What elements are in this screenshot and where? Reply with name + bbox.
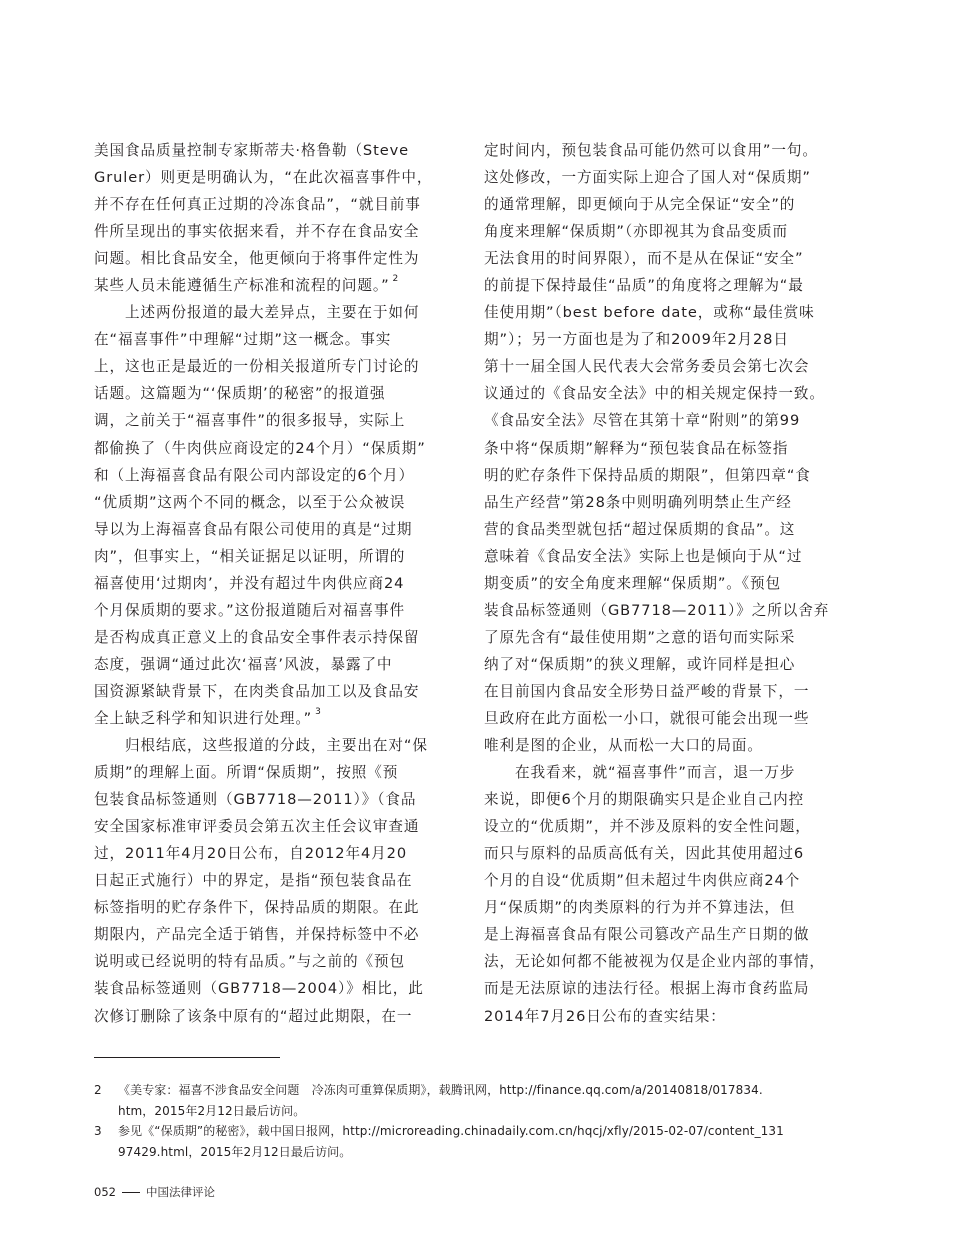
body-text-line: 并不存在任何真正过期的冷冻食品”，“就目前事 <box>94 196 421 214</box>
journal-name: 中国法律评论 <box>145 1185 215 1199</box>
body-text-line: 议通过的《食品安全法》中的相关规定保持一致。 <box>484 385 825 403</box>
body-text-line: 这处修改，一方面实际上迎合了国人对“保质期” <box>484 169 811 187</box>
body-text: 某些人员未能遵循生产标准和流程的问题。” <box>94 277 390 295</box>
body-text-line: 个月的自设“优质期”但未超过牛肉供应商24个 <box>484 872 801 890</box>
body-text-line: “优质期”这两个不同的概念，以至于公众被误 <box>94 493 406 511</box>
footnotes <box>94 1080 874 1162</box>
footnote-number: 2 <box>94 1083 102 1097</box>
body-text-line: 来说，即便6个月的期限确实只是企业自己内控 <box>484 791 805 809</box>
body-text-line: 在目前国内食品安全形势日益严峻的背景下，一 <box>484 682 810 700</box>
body-text-line: 包装食品标签通则（GB7718—2011）》（食品 <box>94 791 417 809</box>
body-text-line: 和（上海福喜食品有限公司内部设定的6个月） <box>94 466 415 484</box>
body-text: 全上缺乏科学和知识进行处理。” <box>94 709 313 727</box>
body-text-line: 品生产经营”第28条中则明确列明禁止生产经 <box>484 493 792 511</box>
body-text-line: 月“保质期”的肉类原料的行为并不算违法，但 <box>484 899 796 917</box>
body-text-line: 个月保质期的要求。”这份报道随后对福喜事件 <box>94 601 406 619</box>
body-text-line: 设立的“优质期”，并不涉及原料的安全性问题， <box>484 818 811 836</box>
body-text-line: 装食品标签通则（GB7718—2004）》相比，此 <box>94 980 424 998</box>
footnote-text[interactable]: 参见《“保质期”的秘密》，载中国日报网，http://microreading.chinadaily.com.cn/hqcj/xfly/2015-02-07/content_131 <box>118 1124 784 1138</box>
body-text-line: 期变质”的安全角度来理解“保质期”。《预包 <box>484 574 781 592</box>
body-text-line-with-note <box>94 705 466 732</box>
body-text-line: 旦政府在此方面松一小口，就很可能会出现一些 <box>484 709 810 727</box>
folio-dash <box>122 1192 140 1193</box>
footnote-separator <box>94 1057 280 1058</box>
body-text-line: 说明或已经说明的特有品质。”与之前的《预包 <box>94 953 406 971</box>
footnote-text[interactable]: 97429.html，2015年2月12日最后访问。 <box>118 1144 352 1159</box>
body-text-line: 期限内，产品完全适于销售，并保持标签中不必 <box>94 926 420 944</box>
body-text-line: 是上海福喜食品有限公司篡改产品生产日期的做 <box>484 926 810 944</box>
body-text-line: 质期”的理解上面。所谓“保质期”，按照《预 <box>94 764 399 782</box>
body-text-line: 装食品标签通则（GB7718—2011）》之所以舍弃 <box>484 601 830 619</box>
body-text-line: 唯利是图的企业，从而松一大口的局面。 <box>484 737 763 755</box>
body-text-line: 无法食用的时间界限），而不是从在保证“安全” <box>484 250 804 268</box>
body-text-line: 次修订删除了该条中原有的“超过此期限，在一 <box>94 1007 413 1025</box>
body-text-line: 上，这也正是最近的一份相关报道所专门讨论的 <box>94 358 420 376</box>
body-text-line: 归根结底，这些报道的分歧，主要出在对“保 <box>94 737 428 755</box>
page-number: 052 <box>94 1185 116 1199</box>
footnote-number: 3 <box>94 1124 102 1138</box>
body-text-line: 期”）；另一方面也是为了和2009年2月28日 <box>484 331 789 349</box>
left-column <box>94 137 466 1030</box>
body-text-line: 肉”，但事实上，“相关证据足以证明，所谓的 <box>94 547 406 565</box>
body-text-line: 话题。这篇题为“‘保质期’的秘密”的报道强 <box>94 385 386 403</box>
right-column <box>484 137 856 1030</box>
footnote-3 <box>94 1121 874 1142</box>
body-text-line: 而只与原料的品质高低有关，因此其使用超过6 <box>484 845 805 863</box>
body-text-line: 纳了对“保质期”的狭义理解，或许同样是担心 <box>484 655 796 673</box>
body-text-line: 法，无论如何都不能被视为仅是企业内部的事情， <box>484 953 825 971</box>
footnote-ref[interactable]: 3 <box>315 706 322 717</box>
footnote-ref[interactable]: 2 <box>392 274 400 285</box>
body-text-line: 福喜使用‘过期肉’，并没有超过牛肉供应商24 <box>94 574 405 592</box>
body-text-line: 国资源紧缺背景下，在肉类食品加工以及食品安 <box>94 682 420 700</box>
body-text-line: 都偷换了（牛肉供应商设定的24个月）“保质期” <box>94 439 426 457</box>
body-text-line: 调，之前关于“福喜事件”的很多报导，实际上 <box>94 412 406 430</box>
body-text-line: 而是无法原谅的违法行径。根据上海市食药监局 <box>484 980 810 998</box>
body-text-line: 第十一届全国人民代表大会常务委员会第七次会 <box>484 358 810 376</box>
body-text-line: 过，2011年4月20日公布，自2012年4月20 <box>94 845 408 863</box>
footnote-3-cont <box>94 1142 874 1163</box>
body-text-line: 安全国家标准审评委员会第五次主任会议审查通 <box>94 818 420 836</box>
body-text-line: 2014年7月26日公布的查实结果： <box>484 1007 726 1025</box>
body-text-line: 明的贮存条件下保持品质的期限”，但第四章“食 <box>484 466 811 484</box>
body-text-line: 上述两份报道的最大差异点，主要在于如何 <box>94 304 420 322</box>
body-text-line: 态度，强调“通过此次‘福喜’风波，暴露了中 <box>94 655 393 673</box>
body-text-line: 美国食品质量控制专家斯蒂夫·格鲁勒（Steve <box>94 142 410 159</box>
body-text-line: 是否构成真正意义上的食品安全事件表示持保留 <box>94 628 420 646</box>
body-text-line: 了原先含有“最佳使用期”之意的语句而实际采 <box>484 628 796 646</box>
body-text-line: 条中将“保质期”解释为“预包装食品在标签指 <box>484 439 789 457</box>
body-text-line: 的前提下保持最佳“品质”的角度将之理解为“最 <box>484 277 804 295</box>
footnote-2-cont <box>94 1101 874 1122</box>
body-text-line: Gruler）则更是明确认为，“在此次福喜事件中， <box>94 169 433 187</box>
body-text-line: 角度来理解“保质期”（亦即视其为食品变质而 <box>484 223 789 241</box>
body-text-line: 佳使用期”（best before date，或称“最佳赏味 <box>484 304 815 322</box>
body-text-line: 营的食品类型就包括“超过保质期的食品”。这 <box>484 520 796 538</box>
footnote-text[interactable]: htm，2015年2月12日最后访问。 <box>118 1103 306 1118</box>
body-text-line: 问题。相比食品安全，他更倾向于将事件定性为 <box>94 250 420 268</box>
body-text-line: 定时间内，预包装食品可能仍然可以食用”一句。 <box>484 142 818 159</box>
body-text-line: 在我看来，就“福喜事件”而言，退一万步 <box>484 764 796 782</box>
body-text-line: 导以为上海福喜食品有限公司使用的真是“过期 <box>94 520 413 538</box>
page-footer <box>94 1184 215 1200</box>
body-text-line: 在“福喜事件”中理解“过期”这一概念。事实 <box>94 331 392 349</box>
footnote-text[interactable]: 《美专家：福喜不涉食品安全问题 冷冻肉可重算保质期》，载腾讯网，http://finance.qq.com/a/20140818/017834. <box>118 1083 763 1097</box>
body-text-line: 意味着《食品安全法》实际上也是倾向于从“过 <box>484 547 803 565</box>
body-text-line: 日起正式施行）中的界定，是指“预包装食品在 <box>94 872 413 890</box>
body-text-line-with-note <box>94 272 466 299</box>
body-text-line: 件所呈现出的事实依据来看，并不存在食品安全 <box>94 223 420 241</box>
footnote-2 <box>94 1080 874 1101</box>
body-text-line: 标签指明的贮存条件下，保持品质的期限。在此 <box>94 899 420 917</box>
body-text-line: 的通常理解，即更倾向于从完全保证“安全”的 <box>484 196 796 214</box>
body-text-line: 《食品安全法》尽管在其第十章“附则”的第99 <box>484 412 801 430</box>
